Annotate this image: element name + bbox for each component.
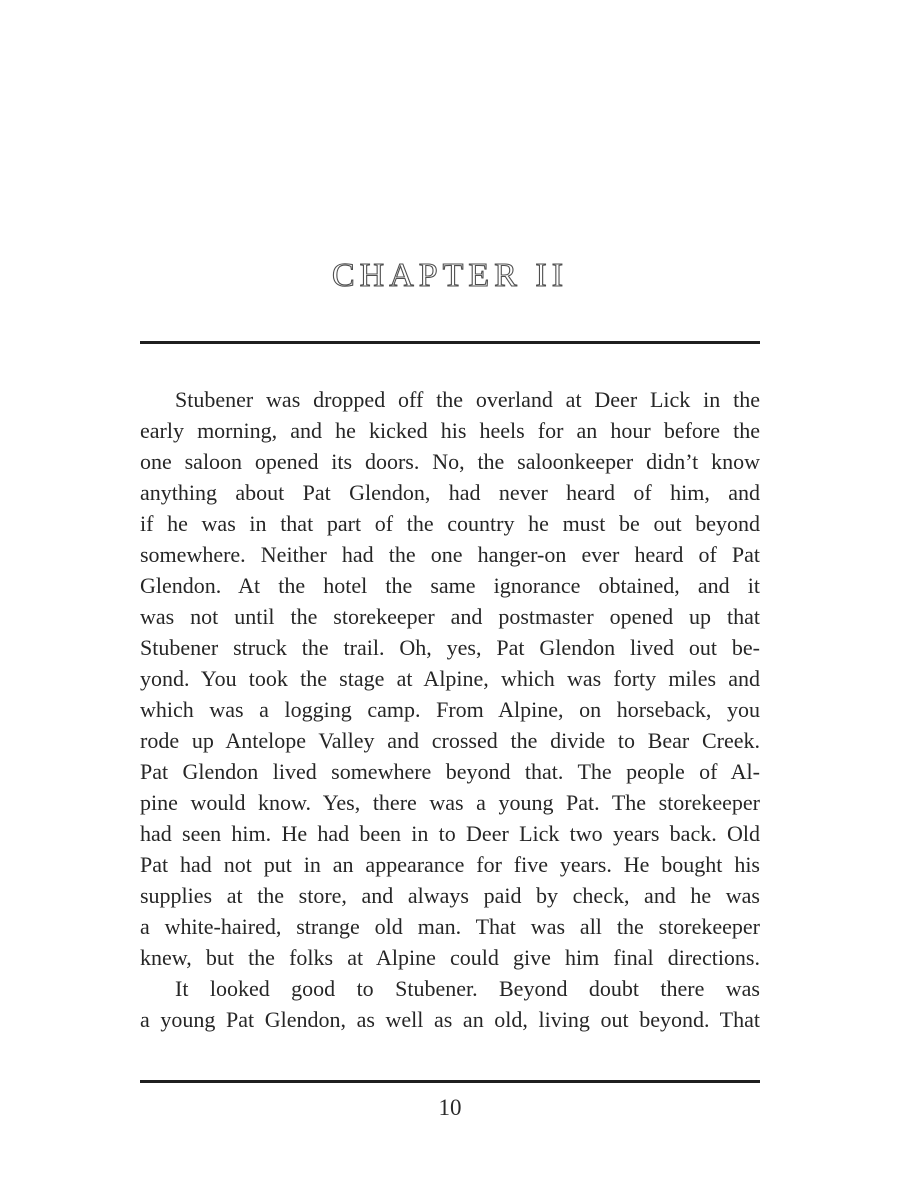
paragraph (140, 973, 760, 1035)
paragraph (140, 384, 760, 973)
text-line: Pat had not put in an appearance for five years. He bought his (140, 852, 760, 877)
text-line: pine would know. Yes, there was a young Pat. The storekeeper (140, 790, 760, 815)
text-line: which was a logging camp. From Alpine, on horseback, you (140, 697, 760, 722)
text-line: had seen him. He had been in to Deer Lick two years back. Old (140, 821, 760, 846)
text-line: Stubener was dropped off the overland at Deer Lick in the (175, 387, 760, 412)
chapter-heading: CHAPTER II (331, 257, 569, 294)
text-line: It looked good to Stubener. Beyond doubt there was (175, 976, 760, 1001)
text-line: was not until the storekeeper and postmaster opened up that (140, 604, 760, 629)
text-line: Pat Glendon lived somewhere beyond that. The people of Al- (140, 759, 760, 784)
footer-divider-rule (140, 1080, 760, 1083)
text-line: early morning, and he kicked his heels for an hour before the (140, 418, 760, 443)
text-line: rode up Antelope Valley and crossed the divide to Bear Creek. (140, 728, 760, 753)
text-line: a young Pat Glendon, as well as an old, living out beyond. That (140, 1007, 760, 1032)
text-line: a white-haired, strange old man. That was all the storekeeper (140, 914, 760, 939)
heading-divider-rule (140, 341, 760, 344)
page-number: 10 (438, 1095, 462, 1120)
text-line: Glendon. At the hotel the same ignorance obtained, and it (140, 573, 760, 598)
text-line: if he was in that part of the country he must be out beyond (140, 511, 760, 536)
text-line: supplies at the store, and always paid by check, and he was (140, 883, 760, 908)
text-line: one saloon opened its doors. No, the saloonkeeper didn’t know (140, 449, 760, 474)
text-line: somewhere. Neither had the one hanger-on ever heard of Pat (140, 542, 760, 567)
text-line: Stubener struck the trail. Oh, yes, Pat Glendon lived out be- (140, 635, 760, 660)
text-line: anything about Pat Glendon, had never heard of him, and (140, 480, 760, 505)
text-line: yond. You took the stage at Alpine, which was forty miles and (140, 666, 760, 691)
body-text (140, 384, 760, 1035)
text-line: knew, but the folks at Alpine could give him final directions. (140, 945, 760, 970)
